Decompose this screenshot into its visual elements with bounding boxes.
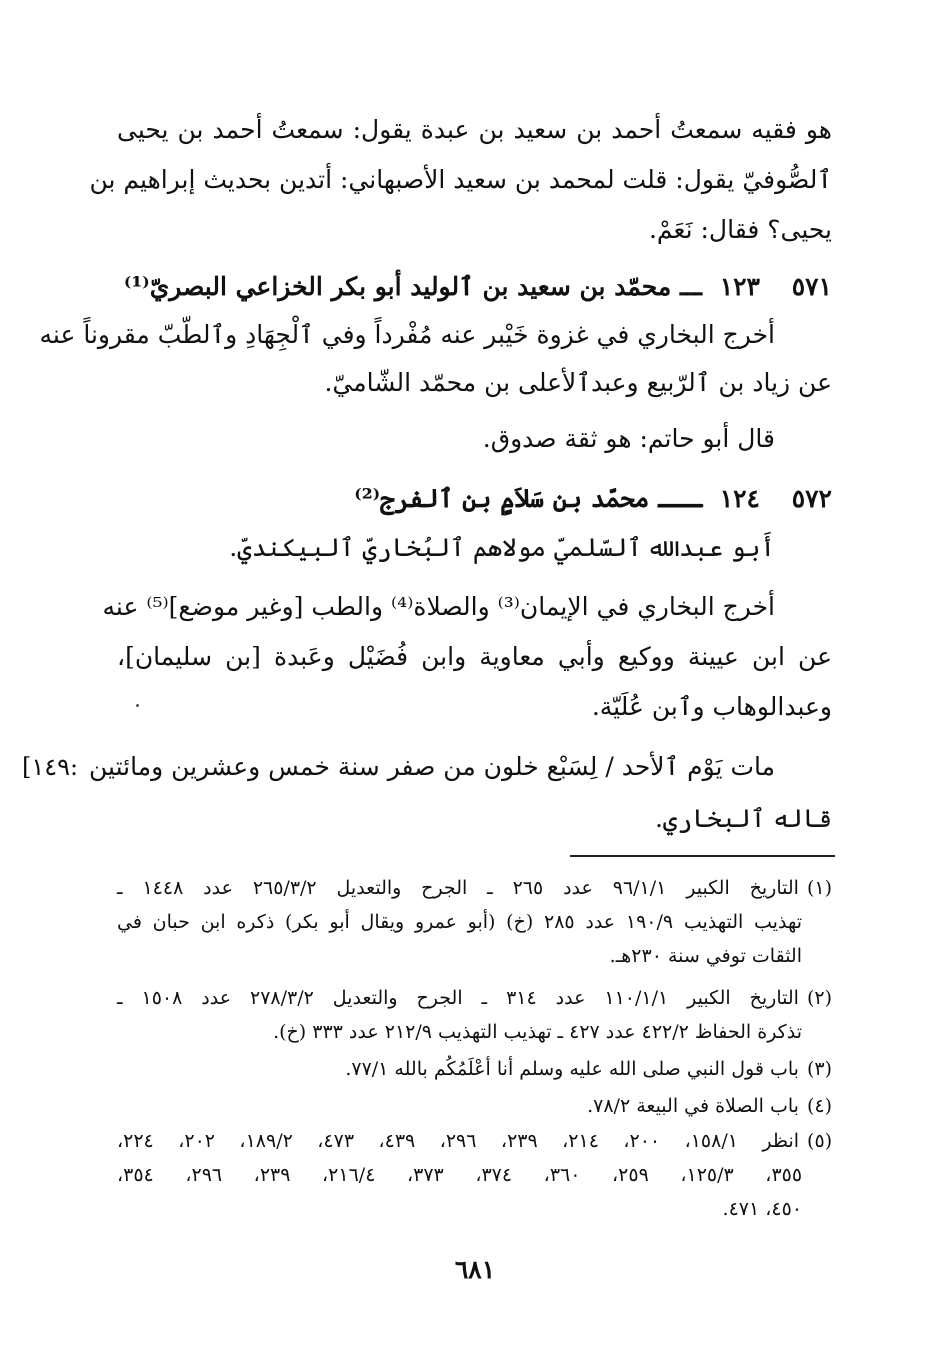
footnote-divider xyxy=(570,855,835,857)
entry-572-body-line-3: وعبدالوهاب وٱبن عُلَيّة. xyxy=(591,692,832,721)
intro-line-3: يحيى؟ فقال: نَعَمْ. xyxy=(648,215,832,244)
entry-571-body-line-2: عن زياد بن ٱلرّبيع وعبدٱلأعلى بن محمّد الشّاميّ. xyxy=(324,368,832,397)
footnote-3-mark: (٣) xyxy=(806,1058,832,1080)
footnote-2-line-1 xyxy=(117,982,832,1015)
entry-572-title: ـــ محمّد بن سَلاَمٍ بن ٱلفرج⁽²⁾ xyxy=(354,484,702,513)
entry-572-death-line-2: قاله ٱلبخاري. xyxy=(654,804,832,833)
footnote-1-line-2: تهذيب التهذيب ١٩٠/٩ عدد ٢٨٥ (خ) (أبو عمرو ويقال أبو بكر) ذكره ابن حبان في xyxy=(117,911,802,933)
footnote-1-mark: (١) xyxy=(806,877,832,899)
footnote-5-text-1: انظر ١٥٨/١، ٢٠٠، ٢١٤، ٢٣٩، ٢٩٦، ٤٣٩، ٤٧٣، ١٨٩/٢، ٢٠٢، ٢٢٤، xyxy=(117,1130,800,1152)
footnote-5-line-1 xyxy=(117,1125,832,1158)
page-number: ٦٨١ xyxy=(454,1255,496,1284)
footnote-2-mark: (٢) xyxy=(806,987,832,1009)
entry-572-body-line-1: أخرج البخاري في الإيمان⁽³⁾ والصلاة⁽⁴⁾ والطب [وغير موضع]⁽⁵⁾ عنه xyxy=(102,592,775,621)
footnote-5-mark: (٥) xyxy=(807,1130,833,1152)
entry-572-number: ٥٧٢ xyxy=(791,484,832,513)
footnote-4-text-1: باب الصلاة في البيعة ٧٨/٢. xyxy=(587,1095,799,1117)
intro-line-2: ٱلصُّوفيّ يقول: قلت لمحمد بن سعيد الأصبهاني: أتدين بحديث إبراهيم بن xyxy=(89,165,832,194)
footnote-3-line-1 xyxy=(117,1053,832,1086)
entry-571-title: ـــ محمّد بن سعيد بن ٱلوليد أبو بكر الخزاعي البصريّ⁽¹⁾ xyxy=(123,272,702,301)
entry-571-body-line-1: أخرج البخاري في غزوة خَيْبر عنه مُفْرداً وفي ٱلْجِهَادِ وٱلطّبّ مقروناً عنه xyxy=(39,320,775,349)
footnote-1-line-1 xyxy=(117,872,832,905)
intro-line-1: هو فقيه سمعتُ أحمد بن سعيد بن عبدة يقول: سمعتُ أحمد بن يحيى xyxy=(117,115,832,144)
entry-572-subtitle: أَبو عبدالله ٱلسّلميّ مولاهم ٱلبُخاريّ ٱلبيكنديّ. xyxy=(229,533,775,562)
footnote-1-text-1: التاريخ الكبير ٩٦/١/١ عدد ٢٦٥ ـ الجرح والتعديل ٢٦٥/٣/٢ عدد ١٤٤٨ ـ xyxy=(117,877,799,899)
entry-572-death-line-1: مات يَوْم ٱلأحد / لِسَبْع خلون من صفر سنة خمس وعشرين ومائتين xyxy=(89,752,775,781)
entry-571-index: ١٢٣ xyxy=(719,272,760,301)
footnote-2-text-1: التاريخ الكبير ١١٠/١/١ عدد ٣١٤ ـ الجرح والتعديل ٢٧٨/٣/٢ عدد ١٥٠٨ ـ xyxy=(117,987,799,1009)
entry-571-number: ٥٧١ xyxy=(791,272,832,301)
footnote-1-line-3: الثقات توفي سنة ٢٣٠هـ. xyxy=(609,945,802,967)
margin-page-reference: [١٤٩: xyxy=(22,753,79,781)
scan-speck xyxy=(136,704,139,707)
footnote-4-line-1 xyxy=(117,1090,832,1123)
entry-572-index: ١٢٤ xyxy=(719,484,760,513)
footnote-5-line-2: ٣٥٥، ١٢٥/٣، ٢٥٩، ٣٦٠، ٣٧٤، ٣٧٣، ٢١٦/٤، ٢٣٩، ٢٩٦، ٣٥٤، xyxy=(117,1164,803,1186)
entry-571-quote: قال أبو حاتم: هو ثقة صدوق. xyxy=(482,424,775,453)
footnote-4-mark: (٤) xyxy=(806,1095,832,1117)
entry-572-body-line-2: عن ابن عيينة ووكيع وأبي معاوية وابن فُضَيْل وعَبدة [بن سليمان]، xyxy=(117,642,832,671)
footnote-5-line-3: ٤٥٠، ٤٧١. xyxy=(722,1198,802,1220)
footnote-3-text-1: باب قول النبي صلى الله عليه وسلم أنا أعْلَمُكُم بالله ٧٧/١. xyxy=(345,1058,799,1080)
footnote-2-line-2: تذكرة الحفاظ ٤٢٢/٢ عدد ٤٢٧ ـ تهذيب التهذيب ٢١٢/٩ عدد ٣٣٣ (خ). xyxy=(273,1021,802,1043)
